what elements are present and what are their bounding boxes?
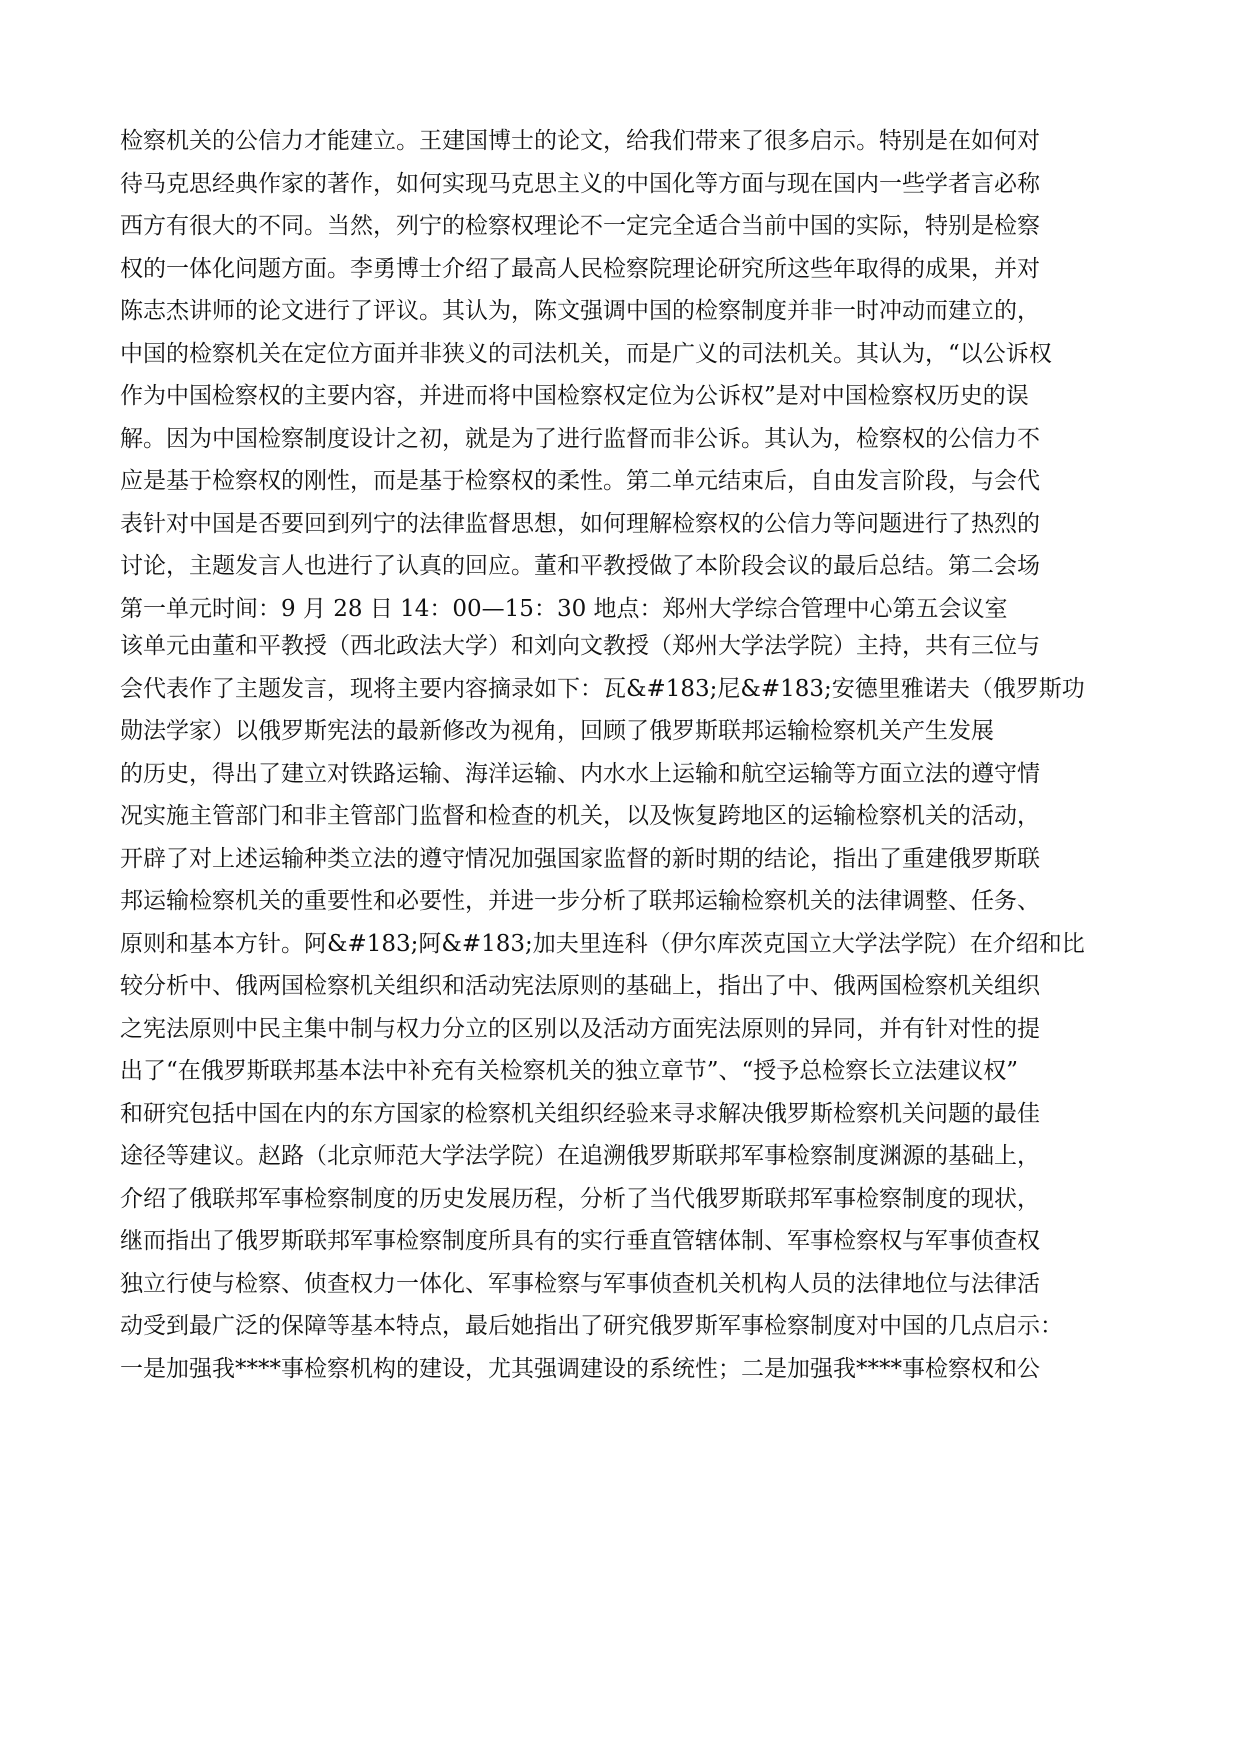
paragraph-1 [120,120,1120,630]
text-line: 和研究包括中国在内的东方国家的检察机关组织经验来寻求解决俄罗斯检察机关问题的最佳 [120,1100,1040,1127]
text-line: 开辟了对上述运输种类立法的遵守情况加强国家监督的新时期的结论，指出了重建俄罗斯联 [120,845,1040,872]
text-line: 况实施主管部门和非主管部门监督和检查的机关，以及恢复跨地区的运输检察机关的活动， [120,803,1040,829]
text-line: 西方有很大的不同。当然，列宁的检察权理论不一定完全适合当前中国的实际，特别是检察 [120,213,1040,239]
text-line: 途径等建议。赵路（北京师范大学法学院）在追溯俄罗斯联邦军事检察制度渊源的基础上， [120,1143,1040,1169]
text-line: 待马克思经典作家的著作，如何实现马克思主义的中国化等方面与现在国内一些学者言必称 [120,170,1040,197]
text-line: 原则和基本方针。阿&#183;阿&#183;加夫里连科（伊尔库茨克国立大学法学院）在介绍和比 [120,930,1085,957]
text-line: 之宪法原则中民主集中制与权力分立的区别以及活动方面宪法原则的异同，并有针对性的提 [120,1015,1040,1042]
text-line: 动受到最广泛的保障等基本特点，最后她指出了研究俄罗斯军事检察制度对中国的几点启示： [120,1313,1063,1339]
text-line: 中国的检察机关在定位方面并非狭义的司法机关，而是广义的司法机关。其认为，“以公诉权 [120,340,1052,367]
text-line: 解。因为中国检察制度设计之初，就是为了进行监督而非公诉。其认为，检察权的公信力不 [120,425,1040,452]
text-line: 第一单元时间：9 月 28 日 14：00—15：30 地点：郑州大学综合管理中心第五会议室 [120,595,1008,622]
text-line: 勋法学家）以俄罗斯宪法的最新修改为视角，回顾了俄罗斯联邦运输检察机关产生发展 [120,718,994,744]
text-line: 的历史，得出了建立对铁路运输、海洋运输、内水水上运输和航空运输等方面立法的遵守情 [120,760,1040,787]
text-line: 一是加强我****事检察机构的建设，尤其强调建设的系统性；二是加强我****事检察权和公 [120,1355,1040,1382]
text-line: 陈志杰讲师的论文进行了评议。其认为，陈文强调中国的检察制度并非一时冲动而建立的， [120,298,1040,324]
text-line: 权的一体化问题方面。李勇博士介绍了最高人民检察院理论研究所这些年取得的成果，并对 [120,255,1040,282]
text-line: 应是基于检察权的刚性，而是基于检察权的柔性。第二单元结束后，自由发言阶段，与会代 [120,468,1040,494]
text-line: 出了“在俄罗斯联邦基本法中补充有关检察机关的独立章节”、“授予总检察长立法建议权” [120,1058,1019,1084]
text-line: 作为中国检察权的主要内容，并进而将中国检察权定位为公诉权”是对中国检察权历史的误 [120,383,1029,409]
text-line: 较分析中、俄两国检察机关组织和活动宪法原则的基础上，指出了中、俄两国检察机关组织 [120,973,1040,999]
text-line: 会代表作了主题发言，现将主要内容摘录如下：瓦&#183;尼&#183;安德里雅诺夫（俄罗斯功 [120,675,1085,702]
text-line: 介绍了俄联邦军事检察制度的历史发展历程，分析了当代俄罗斯联邦军事检察制度的现状， [120,1185,1040,1212]
text-line: 讨论，主题发言人也进行了认真的回应。董和平教授做了本阶段会议的最后总结。第二会场 [120,553,1040,579]
text-line: 继而指出了俄罗斯联邦军事检察制度所具有的实行垂直管辖体制、军事检察权与军事侦查权 [120,1228,1040,1254]
text-line: 检察机关的公信力才能建立。王建国博士的论文，给我们带来了很多启示。特别是在如何对 [120,128,1040,154]
text-line: 该单元由董和平教授（西北政法大学）和刘向文教授（郑州大学法学院）主持，共有三位与 [120,633,1040,659]
text-line: 独立行使与检察、侦查权力一体化、军事检察与军事侦查机关机构人员的法律地位与法律活 [120,1270,1040,1297]
paragraph-2 [120,625,1120,1390]
text-line: 邦运输检察机关的重要性和必要性，并进一步分析了联邦运输检察机关的法律调整、任务、 [120,888,1040,914]
text-line: 表针对中国是否要回到列宁的法律监督思想，如何理解检察权的公信力等问题进行了热烈的 [120,510,1040,537]
